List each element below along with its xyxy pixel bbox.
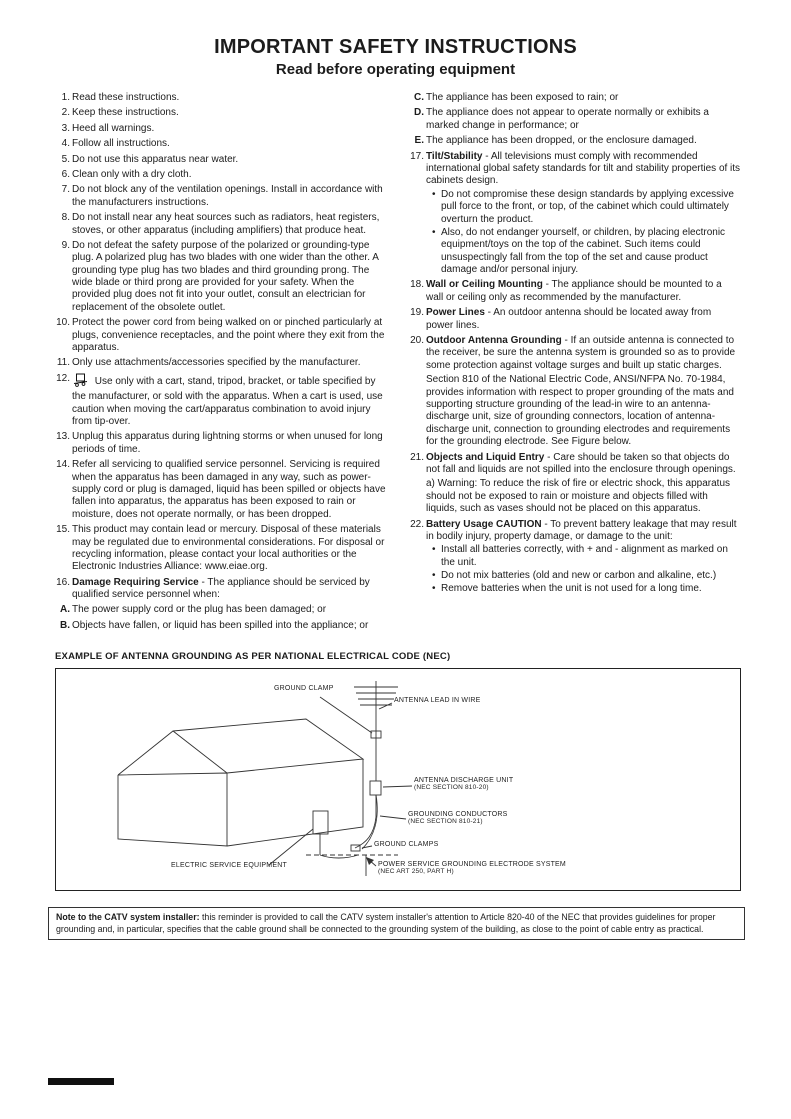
diagram-label-grounding-conductors bbox=[408, 811, 508, 825]
item-bold-lead: Tilt/Stability bbox=[426, 150, 483, 162]
sub-item-text: The appliance has been dropped, or the enclosure damaged. bbox=[426, 135, 697, 147]
item-number: 6. bbox=[61, 168, 70, 180]
list-item bbox=[55, 92, 387, 104]
item-text: Keep these instructions. bbox=[72, 107, 179, 119]
item-text: Refer all servicing to qualified service personnel. Servicing is required when the apparatus has been damaged in any way, such as power-supply cord or plug is damaged, liquid has been spilled or objects have fallen into apparatus, the apparatus has been exposed to rain or moisture, does not operate normally, or has been dropped. bbox=[72, 459, 386, 520]
sub-item bbox=[55, 620, 387, 632]
bullet-item bbox=[432, 570, 741, 582]
item-bold-lead: Wall or Ceiling Mounting bbox=[426, 279, 543, 291]
item-number: 14. bbox=[56, 459, 70, 471]
list-item bbox=[55, 459, 387, 521]
item-number: 17. bbox=[410, 150, 424, 162]
list-item bbox=[409, 151, 741, 277]
list-item bbox=[409, 279, 741, 304]
sub-item-letter: C. bbox=[414, 92, 424, 103]
item-number: 9. bbox=[61, 239, 70, 251]
note-bold-lead: Note to the CATV system installer: bbox=[56, 912, 200, 923]
item-text: This product may contain lead or mercury. Disposal of these materials may be regulated due to environmental considerations. For disposal or recycling information, please contact your local authorities or the Electronic Industries Alliance: www.eiae.org. bbox=[72, 524, 385, 573]
bullet-item bbox=[432, 227, 741, 277]
item-number: 19. bbox=[410, 307, 424, 319]
sub-item-text: The appliance does not appear to operate normally or exhibits a marked change in performance; or bbox=[426, 107, 709, 131]
item-bold-lead: Damage Requiring Service bbox=[72, 576, 199, 588]
item-text: Do not block any of the ventilation openings. Install in accordance with the manufacturers instructions. bbox=[72, 184, 383, 208]
bullet-item bbox=[432, 189, 741, 226]
item-number: 2. bbox=[61, 107, 70, 119]
diagram-label-antenna-lead-in-wire: ANTENNA LEAD IN WIRE bbox=[394, 697, 481, 705]
page-title: IMPORTANT SAFETY INSTRUCTIONS bbox=[214, 36, 577, 58]
sub-item-letter: E. bbox=[414, 135, 424, 147]
bullet-text: Do not mix batteries (old and new or carbon and alkaline, etc.) bbox=[441, 570, 717, 582]
bullet-text: Install all batteries correctly, with + and - alignment as marked on the unit. bbox=[441, 544, 728, 568]
item-bold-lead: Objects and Liquid Entry bbox=[426, 451, 545, 463]
list-item bbox=[55, 431, 387, 456]
diagram-label-subtext: (NEC ART 250, PART H) bbox=[378, 868, 454, 876]
item-text: - All televisions must comply with recommended international global safety standards for tilt and stability properties of its cabinets design. bbox=[426, 150, 741, 187]
diagram-label-text: ANTENNA DISCHARGE UNIT bbox=[414, 777, 514, 785]
item-text: - An outdoor antenna should be located away from power lines. bbox=[426, 307, 712, 331]
item-text: - Care should be taken so that objects do not fall and liquids are not spilled into the enclosure through openings. bbox=[426, 451, 736, 475]
item-text: - The appliance should be mounted to a wall or ceiling only as recommended by the manufacturer. bbox=[426, 279, 722, 303]
item-number: 21. bbox=[410, 451, 424, 463]
sub-item bbox=[409, 107, 741, 132]
list-item bbox=[55, 357, 387, 369]
diagram-label-power-service-grounding bbox=[378, 861, 566, 875]
item-text: Do not use this apparatus near water. bbox=[72, 153, 239, 165]
list-item bbox=[409, 307, 741, 332]
item-text: - To prevent battery leakage that may result in bodily injury, property damage, or damage to the unit: bbox=[426, 518, 737, 542]
diagram-label-text: GROUNDING CONDUCTORS bbox=[408, 811, 508, 819]
sub-item-letter: A. bbox=[60, 604, 70, 616]
note-text: this reminder is provided to call the CATV system installer's attention to Article 820-40 of the NEC that provides guidelines for proper grounding and, in particular, specifies that the cable ground shall be connected to the grounding system of the building, as close to the point of cable entry as practical. bbox=[56, 912, 716, 934]
sub-item-text: Objects have fallen, or liquid has been spilled into the appliance; or bbox=[72, 619, 369, 631]
diagram-label-ground-clamp: GROUND CLAMP bbox=[274, 685, 334, 693]
list-item bbox=[55, 212, 387, 237]
item-number: 10. bbox=[56, 317, 70, 329]
item-number: 16. bbox=[56, 576, 70, 588]
diagram-label-text: POWER SERVICE GROUNDING ELECTRODE SYSTEM bbox=[378, 861, 566, 869]
diagram-heading: EXAMPLE OF ANTENNA GROUNDING AS PER NATIONAL ELECTRICAL CODE (NEC) bbox=[55, 651, 451, 663]
item-number: 12. bbox=[56, 372, 70, 384]
list-item bbox=[409, 335, 741, 449]
item-bold-lead: Power Lines bbox=[426, 307, 485, 319]
item-number: 1. bbox=[61, 92, 70, 103]
item-text: Heed all warnings. bbox=[72, 122, 155, 134]
bullet-text: Also, do not endanger yourself, or children, by placing electronic equipment/toys on the top of the cabinet. Such items could unsuspectingly fall from the top of the set and cause product damage and/or personal injury. bbox=[441, 226, 726, 276]
diagram-label-subtext: (NEC SECTION 810-20) bbox=[414, 784, 489, 792]
list-item bbox=[55, 169, 387, 181]
item-text: Do not defeat the safety purpose of the polarized or grounding-type plug. A polarized plug has two blades with one wider than the other. A grounding type plug has two blades and third grounding prong. The wide blade or third prong are provided for your safety. When the provided plug does not fit into your outlet, consult an electrician for replacement of the obsolete outlet. bbox=[72, 239, 379, 313]
item-number: 13. bbox=[56, 431, 70, 443]
item-number: 3. bbox=[61, 122, 70, 134]
item-text: Use only with a cart, stand, tripod, bracket, or table specified by the manufacturer, or sold with the apparatus. When a cart is used, use caution when moving the cart/apparatus combination to avoid injury from tip-over. bbox=[72, 375, 383, 427]
item-number: 20. bbox=[410, 335, 424, 347]
item-number: 15. bbox=[56, 524, 70, 536]
list-item bbox=[55, 373, 387, 429]
item-text: Only use attachments/accessories specified by the manufacturer. bbox=[72, 357, 361, 369]
item-text: Follow all instructions. bbox=[72, 138, 170, 150]
item-number: 5. bbox=[61, 153, 70, 165]
list-item bbox=[55, 524, 387, 574]
item-paragraph: a) Warning: To reduce the risk of fire or electric shock, this apparatus should not be exposed to rain or moisture and objects filled with liquids, such as vases should not be placed on this apparatus. bbox=[426, 478, 731, 515]
item-text: Read these instructions. bbox=[72, 92, 180, 103]
cart-tip-warning-icon bbox=[72, 373, 89, 391]
bullet-item bbox=[432, 583, 741, 595]
page-edge-mark bbox=[48, 1078, 114, 1085]
list-item bbox=[409, 519, 741, 596]
sub-item bbox=[409, 92, 741, 104]
item-text: Clean only with a dry cloth. bbox=[72, 168, 192, 180]
list-item bbox=[409, 452, 741, 516]
sub-item bbox=[409, 135, 741, 147]
bullet-text: Do not compromise these design standards by applying excessive pull force to the front, or top, of the cabinet which could ultimately overturn the product. bbox=[441, 188, 734, 225]
list-item bbox=[55, 107, 387, 119]
item-text: Do not install near any heat sources such as radiators, heat registers, stoves, or other apparatus (including amplifiers) that produce heat. bbox=[72, 212, 380, 236]
sub-item-letter: D. bbox=[414, 107, 424, 119]
list-item bbox=[55, 184, 387, 209]
item-paragraph: Section 810 of the National Electric Code, ANSI/NFPA No. 70-1984, provides information with respect to proper grounding of the mats and supporting structure grounding of the lead-in wire to an antenna-discharge unit, size of grounding connectors, location of antenna-discharge unit, connection to grounding electrodes and requirements for the grounding electrode. See Figure below. bbox=[426, 374, 734, 448]
diagram-label-electric-service-equipment: ELECTRIC SERVICE EQUIPMENT bbox=[171, 862, 287, 870]
item-text: Unplug this apparatus during lightning storms or when unused for long periods of time. bbox=[72, 431, 383, 455]
item-text: - The appliance should be serviced by qualified service personnel when: bbox=[72, 576, 370, 601]
list-item bbox=[55, 138, 387, 150]
left-column bbox=[55, 92, 387, 635]
item-bold-lead: Battery Usage CAUTION bbox=[426, 518, 542, 530]
catv-installer-note bbox=[48, 907, 745, 940]
item-number: 8. bbox=[61, 212, 70, 224]
item-number: 18. bbox=[410, 279, 424, 291]
item-number: 4. bbox=[61, 138, 70, 150]
sub-item-text: The appliance has been exposed to rain; or bbox=[426, 92, 619, 103]
diagram-label-subtext: (NEC SECTION 810-21) bbox=[408, 818, 483, 826]
diagram-label-antenna-discharge-unit bbox=[414, 777, 513, 791]
sub-item bbox=[55, 604, 387, 616]
list-item bbox=[55, 123, 387, 135]
bullet-text: Remove batteries when the unit is not used for a long time. bbox=[441, 583, 702, 595]
antenna-grounding-diagram bbox=[55, 668, 741, 891]
item-number: 7. bbox=[61, 184, 70, 196]
item-number: 11. bbox=[56, 357, 70, 369]
item-text: - If an outside antenna is connected to the receiver, be sure the antenna system is grounded so as to provide some protection against voltage surges and built up static charges. bbox=[426, 335, 736, 371]
page-subtitle: Read before operating equipment bbox=[275, 61, 516, 78]
sub-item-text: The power supply cord or the plug has been damaged; or bbox=[72, 604, 327, 616]
list-item bbox=[55, 577, 387, 602]
item-number: 22. bbox=[410, 518, 424, 530]
item-text: Protect the power cord from being walked on or pinched particularly at plugs, convenience receptacles, and the point where they exit from the apparatus. bbox=[72, 317, 385, 354]
bullet-item bbox=[432, 544, 741, 569]
diagram-label-ground-clamps: GROUND CLAMPS bbox=[374, 841, 439, 849]
item-bold-lead: Outdoor Antenna Grounding bbox=[426, 335, 562, 347]
right-column bbox=[409, 92, 741, 635]
list-item bbox=[55, 317, 387, 354]
sub-item-letter: B. bbox=[60, 619, 70, 631]
list-item bbox=[55, 154, 387, 166]
instructions-columns bbox=[55, 92, 741, 635]
list-item bbox=[55, 240, 387, 314]
